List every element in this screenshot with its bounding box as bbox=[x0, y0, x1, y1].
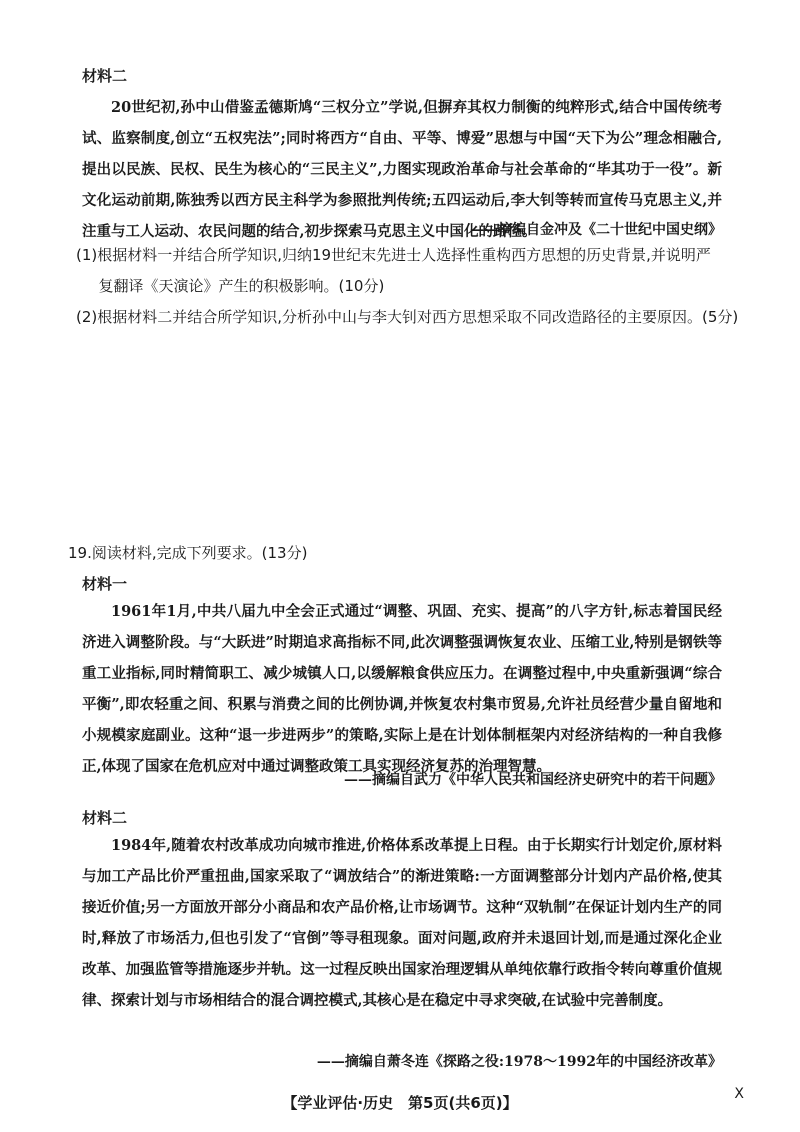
question-18-1 bbox=[76, 240, 736, 302]
q19-material-2-source: ——摘编自萧冬连《探路之役:1978～1992年的中国经济改革》 bbox=[316, 1054, 722, 1070]
material-2-paragraph: 20世纪初,孙中山借鉴孟德斯鸠“三权分立”学说,但摒弃其权力制衡的纯粹形式,结合中国传统考试、监察制度,创立“五权宪法”;同时将西方“自由、平等、博爱”思想与中国“天下为公”理念相融合,提出以民族、民权、民生为核心的“三民主义”,力图实现政治革命与社会革命的“毕其功于一役”。新文化运动前期,陈独秀以西方民主科学为参照批判传统;五四运动后,李大钊等转而宣传马克思主义,并注重与工人运动、农民问题的结合,初步探索马克思主义中国化的路径。 bbox=[82, 99, 722, 240]
page-footer: 【学业评估·历史 第5页(共6页)】 bbox=[282, 1094, 518, 1112]
corner-mark: X bbox=[734, 1086, 744, 1102]
question-19-title: 19.阅读材料,完成下列要求。(13分) bbox=[68, 544, 308, 562]
q19-material-1-paragraph: 1961年1月,中共八届九中全会正式通过“调整、巩固、充实、提高”的八字方针,标志着国民经济进入调整阶段。与“大跃进”时期追求高指标不同,此次调整强调恢复农业、压缩工业,特别是钢铁等重工业指标,同时精简职工、减少城镇人口,以缓解粮食供应压力。在调整过程中,中央重新强调“综合平衡”,即农轻重之间、积累与消费之间的比例协调,并恢复农村集市贸易,允许社员经营少量自留地和小规模家庭副业。这种“退一步进两步”的策略,实际上是在计划体制框架内对经济结构的一种自我修正,体现了国家在危机应对中通过调整政策工具实现经济复苏的治理智慧。 bbox=[82, 603, 722, 775]
question-18-1-continued: 复翻译《天演论》产生的积极影响。(10分) bbox=[98, 277, 385, 295]
q19-material-1-source: ——摘编自武力《中华人民共和国经济史研究中的若干问题》 bbox=[344, 772, 722, 788]
material-2-heading: 材料二 bbox=[82, 67, 128, 85]
q19-material-2-heading: 材料二 bbox=[82, 809, 128, 827]
material-2-source: ——摘编自金冲及《二十世纪中国史纲》 bbox=[470, 222, 722, 238]
q19-material-2-paragraph: 1984年,随着农村改革成功向城市推进,价格体系改革提上日程。由于长期实行计划定价,原材料与加工产品比价严重扭曲,国家采取了“调放结合”的渐进策略:一方面调整部分计划内产品价格,使其接近价值;另一方面放开部分小商品和农产品价格,让市场调节。这种“双轨制”在保证计划内生产的同时,释放了市场活力,但也引发了“官倒”等寻租现象。面对问题,政府并未退回计划,而是通过深化企业改革、加强监管等措施逐步并轨。这一过程反映出国家治理逻辑从单纯依靠行政指令转向尊重价值规律、探索计划与市场相结合的混合调控模式,其核心是在稳定中寻求突破,在试验中完善制度。 bbox=[82, 837, 722, 1009]
question-18-2: (2)根据材料二并结合所学知识,分析孙中山与李大钊对西方思想采取不同改造路径的主要原因。(5分) bbox=[76, 308, 739, 326]
question-18-1-text: (1)根据材料一并结合所学知识,归纳19世纪末先进士人选择性重构西方思想的历史背景,并说明严 bbox=[76, 246, 711, 264]
q19-material-1-heading: 材料一 bbox=[82, 575, 128, 593]
